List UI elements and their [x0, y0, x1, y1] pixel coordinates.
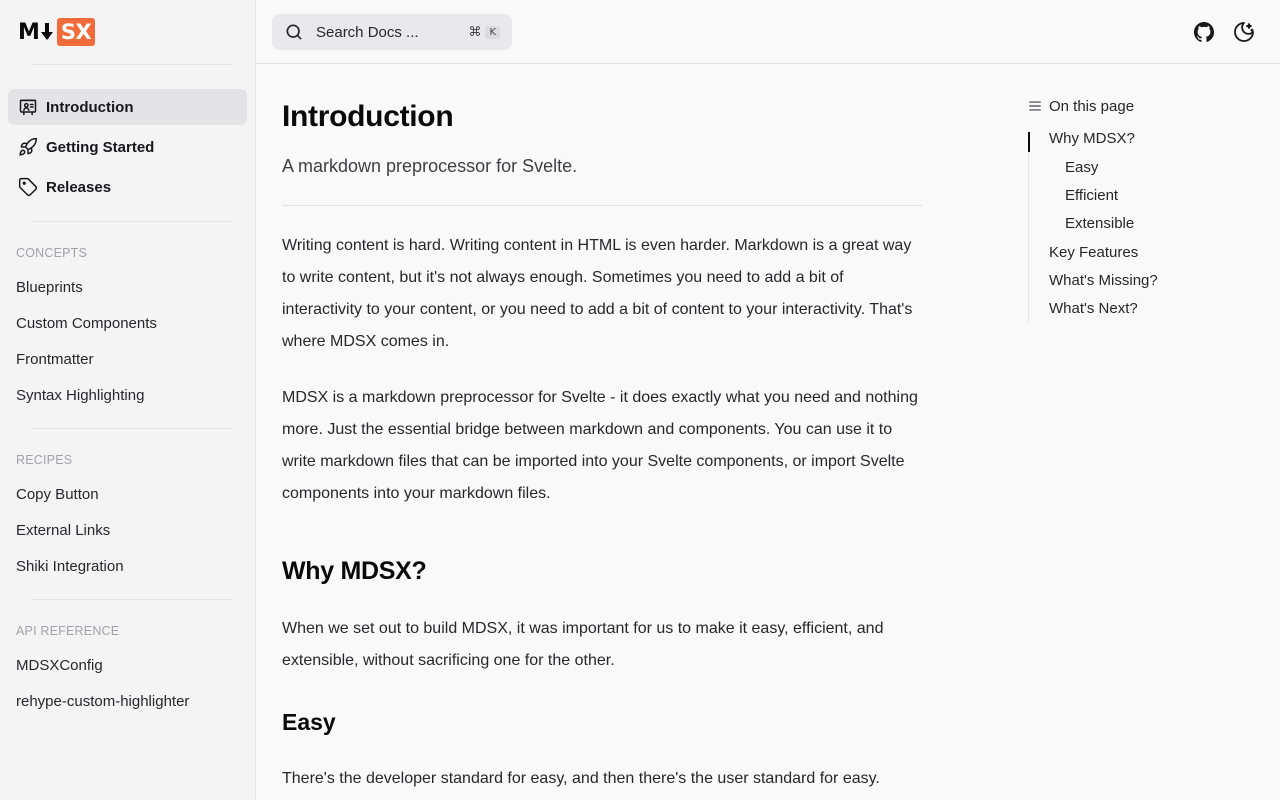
sidebar-item-frontmatter[interactable]: Frontmatter: [16, 351, 94, 368]
section-title-recipes: RECIPES: [16, 453, 73, 467]
toc-header: [1028, 96, 1268, 116]
sidebar-item-copy-button[interactable]: Copy Button: [16, 486, 99, 503]
table-of-contents: [1028, 96, 1268, 317]
page-title: Introduction: [282, 100, 454, 133]
toc-item-key-features[interactable]: Key Features: [1049, 244, 1139, 261]
divider: [32, 599, 232, 600]
search-button[interactable]: [272, 14, 512, 50]
topbar: [256, 0, 1280, 64]
tag-icon: [18, 177, 38, 197]
divider: [32, 428, 232, 429]
divider: [32, 221, 232, 222]
command-key: ⌘: [468, 24, 482, 40]
sidebar-item-releases[interactable]: [8, 169, 247, 205]
logo-sx: SX: [57, 18, 95, 46]
recipes-list: [16, 477, 246, 585]
search-icon: [284, 22, 304, 42]
github-icon[interactable]: [1192, 20, 1216, 44]
sidebar-item-shiki-integration[interactable]: Shiki Integration: [16, 558, 124, 575]
sidebar-item-getting-started[interactable]: [8, 129, 247, 165]
moon-icon[interactable]: [1232, 20, 1256, 44]
divider: [32, 64, 232, 65]
list-icon: [1028, 99, 1042, 113]
easy-paragraph: There's the developer standard for easy, and then there's the user standard for easy.: [282, 770, 880, 787]
sidebar-item-introduction[interactable]: [8, 89, 247, 125]
concepts-list: [16, 270, 246, 414]
toc-item-whats-next[interactable]: What's Next?: [1049, 300, 1138, 317]
sidebar-item-rehype-custom-highlighter[interactable]: rehype-custom-highlighter: [16, 693, 190, 710]
arrow-down-icon: [39, 21, 55, 43]
section-title-concepts: CONCEPTS: [16, 246, 88, 260]
toc-list: [1028, 132, 1228, 323]
mdsx-logo[interactable]: [18, 18, 95, 46]
search-label: Search Docs ...: [316, 23, 419, 41]
why-paragraph: When we set out to build MDSX, it was important for us to make it easy, efficient, and extensible, without sacrificing one for the other.: [282, 620, 884, 669]
divider: [282, 205, 922, 206]
rocket-icon: [18, 137, 38, 157]
sidebar: [0, 0, 256, 800]
main-nav: [8, 89, 247, 209]
sidebar-item-custom-components[interactable]: Custom Components: [16, 315, 157, 332]
heading-easy: Easy: [282, 709, 336, 735]
toc-active-marker: [1028, 132, 1030, 152]
logo-md: [18, 20, 55, 45]
sidebar-item-blueprints[interactable]: Blueprints: [16, 279, 83, 296]
sidebar-item-mdsxconfig[interactable]: MDSXConfig: [16, 657, 103, 674]
toc-item-easy[interactable]: Easy: [1065, 159, 1099, 176]
sidebar-item-label: Introduction: [46, 98, 134, 116]
presentation-icon: [18, 97, 38, 117]
toc-title: On this page: [1049, 97, 1135, 115]
sidebar-item-label: Releases: [46, 178, 112, 196]
logo-md-text: M: [18, 19, 39, 45]
keyboard-shortcut: [468, 25, 500, 40]
sidebar-item-syntax-highlighting[interactable]: Syntax Highlighting: [16, 387, 145, 404]
intro-paragraph-2: MDSX is a markdown preprocessor for Svelte - it does exactly what you need and nothing more. Just the essential bridge between markdown and components. You can use it to write markdown files that can be imported into your Svelte components, or import Svelte components into your markdown files.: [282, 389, 918, 502]
sidebar-item-label: Getting Started: [46, 138, 155, 156]
heading-why-mdsx: Why MDSX?: [282, 557, 427, 585]
sidebar-item-external-links[interactable]: External Links: [16, 522, 111, 539]
toc-item-whats-missing[interactable]: What's Missing?: [1049, 272, 1158, 289]
section-title-api-reference: API REFERENCE: [16, 624, 120, 638]
intro-paragraph-1: Writing content is hard. Writing content in HTML is even harder. Markdown is a great way to write content, but it's not always enough. Sometimes you need to add a bit of interactivity to your content, or you need to add a bit of content to your interactivity. That's where MDSX comes in.: [282, 237, 913, 350]
page-subtitle: A markdown preprocessor for Svelte.: [282, 156, 578, 176]
k-key: K: [485, 26, 500, 39]
toc-item-efficient[interactable]: Efficient: [1065, 187, 1119, 204]
toc-item-why-mdsx[interactable]: Why MDSX?: [1049, 130, 1135, 147]
api-list: [16, 648, 246, 720]
toc-item-extensible[interactable]: Extensible: [1065, 215, 1135, 232]
